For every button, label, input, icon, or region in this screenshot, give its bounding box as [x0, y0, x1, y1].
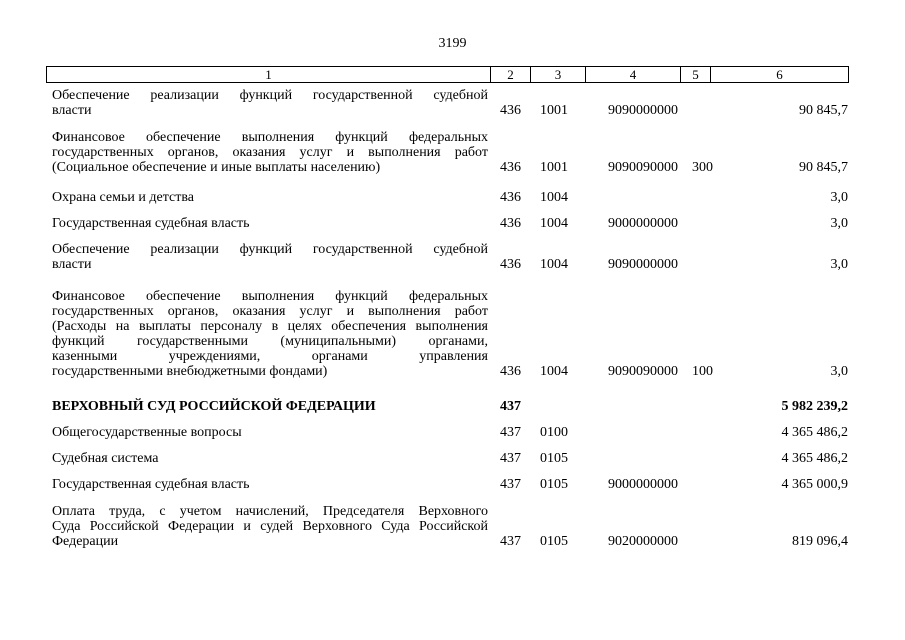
description-line: Обеспечение реализации функций государственной судебной — [52, 88, 488, 103]
code-section: 0100 — [540, 425, 568, 440]
code-section: 0105 — [540, 477, 568, 492]
table-row — [52, 477, 852, 492]
row-description — [52, 216, 488, 231]
amount: 3,0 — [830, 216, 848, 231]
description-line: Общегосударственные вопросы — [52, 425, 242, 440]
header-col-1: 1 — [265, 67, 272, 82]
header-col-2: 2 — [490, 67, 530, 82]
code-section: 1001 — [540, 160, 568, 175]
code-target: 9090090000 — [608, 364, 678, 379]
code-target: 9090000000 — [608, 257, 678, 272]
description-line: Финансовое обеспечение выполнения функций федеральных — [52, 130, 488, 145]
table-row — [52, 399, 852, 414]
table-row — [52, 216, 852, 231]
code-expense-type: 100 — [692, 364, 713, 379]
amount: 3,0 — [830, 364, 848, 379]
description-line: Обеспечение реализации функций государственной судебной — [52, 242, 488, 257]
description-line: Финансовое обеспечение выполнения функций федеральных — [52, 289, 488, 304]
amount: 90 845,7 — [799, 160, 848, 175]
table-row — [52, 425, 852, 440]
code-section: 1004 — [540, 364, 568, 379]
code-ministry: 437 — [500, 451, 521, 466]
row-description — [52, 451, 488, 466]
row-description — [52, 242, 488, 272]
header-col-6: 6 — [710, 67, 848, 82]
row-description — [52, 425, 488, 440]
description-line: власти — [52, 103, 92, 118]
row-description — [52, 289, 488, 379]
code-target: 9090000000 — [608, 103, 678, 118]
description-line: Охрана семьи и детства — [52, 190, 194, 205]
table-row — [52, 190, 852, 205]
amount: 5 982 239,2 — [781, 399, 848, 414]
description-line: функций государственными (муниципальными) органами, — [52, 334, 488, 349]
code-section: 0105 — [540, 534, 568, 549]
table-row — [52, 242, 852, 272]
table-row — [52, 504, 852, 549]
amount: 4 365 486,2 — [781, 451, 848, 466]
amount: 3,0 — [830, 190, 848, 205]
description-line: Государственная судебная власть — [52, 216, 250, 231]
code-section: 1004 — [540, 216, 568, 231]
row-description — [52, 130, 488, 175]
code-ministry: 437 — [500, 477, 521, 492]
code-ministry: 436 — [500, 190, 521, 205]
description-line: ВЕРХОВНЫЙ СУД РОССИЙСКОЙ ФЕДЕРАЦИИ — [52, 399, 376, 414]
code-expense-type: 300 — [692, 160, 713, 175]
page-number: 3199 — [438, 36, 467, 51]
header-col-4: 4 — [585, 67, 680, 82]
description-line: государственных органов, оказания услуг и выполнения работ — [52, 304, 488, 319]
description-line: (Социальное обеспечение и иные выплаты населению) — [52, 160, 381, 175]
code-ministry: 436 — [500, 364, 521, 379]
table-header — [46, 66, 849, 83]
code-target: 9020000000 — [608, 534, 678, 549]
description-line: казенными учреждениями, органами управления — [52, 349, 488, 364]
code-ministry: 436 — [500, 257, 521, 272]
row-description — [52, 477, 488, 492]
table-row — [52, 451, 852, 466]
description-line: Федерации — [52, 534, 119, 549]
code-ministry: 437 — [500, 399, 521, 414]
row-description — [52, 399, 488, 414]
table-row — [52, 130, 852, 175]
code-target: 9090090000 — [608, 160, 678, 175]
code-ministry: 436 — [500, 160, 521, 175]
description-line: Судебная система — [52, 451, 159, 466]
description-line: государственными внебюджетными фондами) — [52, 364, 328, 379]
description-line: Оплата труда, с учетом начислений, Председателя Верховного — [52, 504, 488, 519]
code-ministry: 437 — [500, 534, 521, 549]
amount: 4 365 486,2 — [781, 425, 848, 440]
code-ministry: 437 — [500, 425, 521, 440]
header-col-3: 3 — [530, 67, 585, 82]
code-section: 1001 — [540, 103, 568, 118]
code-section: 1004 — [540, 257, 568, 272]
amount: 3,0 — [830, 257, 848, 272]
amount: 819 096,4 — [792, 534, 848, 549]
header-col-5: 5 — [680, 67, 710, 82]
code-section: 1004 — [540, 190, 568, 205]
code-ministry: 436 — [500, 216, 521, 231]
row-description — [52, 504, 488, 549]
description-line: государственных органов, оказания услуг и выполнения работ — [52, 145, 488, 160]
description-line: Суда Российской Федерации и судей Верховного Суда Российской — [52, 519, 488, 534]
description-line: Государственная судебная власть — [52, 477, 250, 492]
code-ministry: 436 — [500, 103, 521, 118]
code-target: 9000000000 — [608, 477, 678, 492]
description-line: (Расходы на выплаты персоналу в целях обеспечения выполнения — [52, 319, 488, 334]
table-row — [52, 289, 852, 379]
amount: 4 365 000,9 — [781, 477, 848, 492]
code-section: 0105 — [540, 451, 568, 466]
row-description — [52, 190, 488, 205]
table-row — [52, 88, 852, 118]
description-line: власти — [52, 257, 92, 272]
amount: 90 845,7 — [799, 103, 848, 118]
row-description — [52, 88, 488, 118]
code-target: 9000000000 — [608, 216, 678, 231]
